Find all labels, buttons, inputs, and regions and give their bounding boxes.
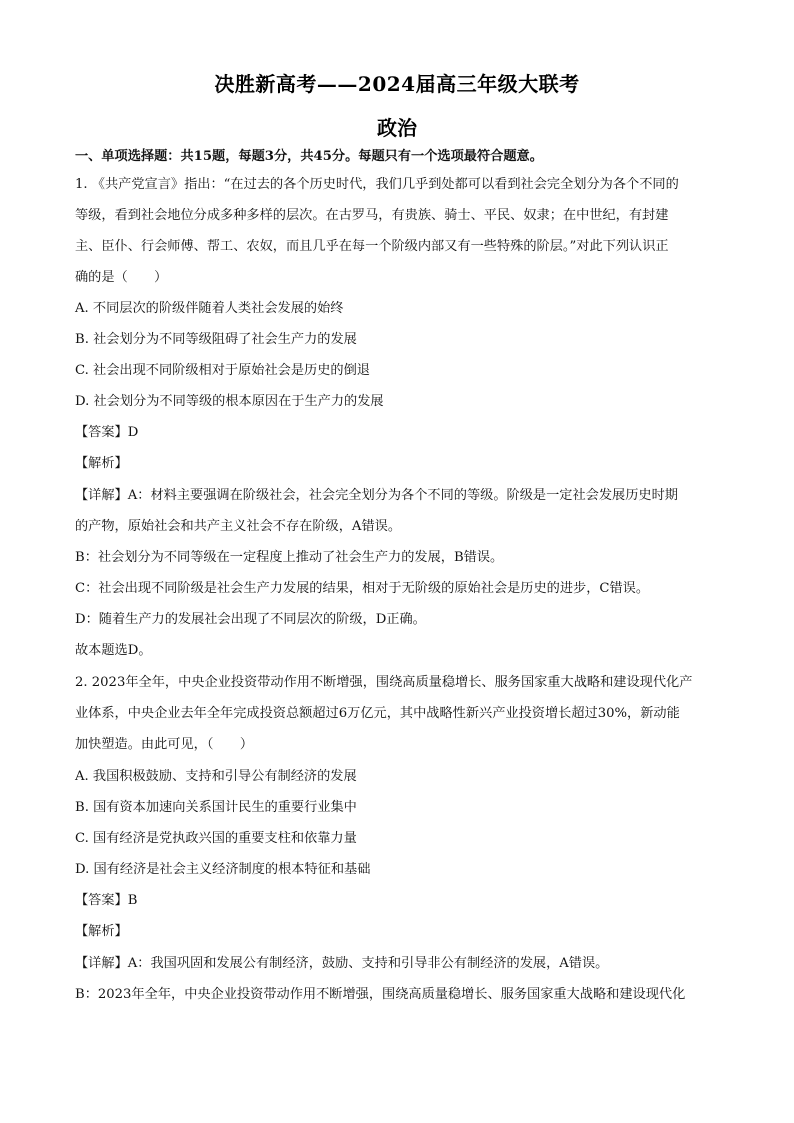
q1-stem-line: 主、臣仆、行会师傅、帮工、农奴，而且几乎在每一个阶级内部又有一些特殊的阶层。”对此下列认识正	[75, 239, 669, 254]
section-heading: 一、单项选择题：共15题，每题3分，共45分。每题只有一个选项最符合题意。	[75, 149, 543, 164]
q2-stem-line: 2. 2023年全年，中央企业投资带动作用不断增强，围绕高质量稳增长、服务国家重大战略和建设现代化产	[75, 675, 693, 690]
q1-detail-line: D：随着生产力的发展社会出现了不同层次的阶级，D正确。	[75, 612, 426, 627]
q2-option-d: D. 国有经济是社会主义经济制度的根本特征和基础	[75, 862, 371, 877]
answer-label: 【答案】	[75, 425, 128, 440]
q1-option-d: D. 社会划分为不同等级的根本原因在于生产力的发展	[75, 394, 384, 409]
q2-detail-line: 【详解】A：我国巩固和发展公有制经济，鼓励、支持和引导非公有制经济的发展，A错误。	[75, 956, 609, 971]
exam-title: 决胜新高考——2024届高三年级大联考	[214, 72, 580, 96]
q1-answer	[75, 423, 725, 443]
q2-option-a: A. 我国积极鼓励、支持和引导公有制经济的发展	[75, 769, 357, 784]
subject-title: 政治	[377, 116, 417, 140]
q2-analysis-label: 【解析】	[75, 924, 128, 939]
q1-detail-line: C：社会出现不同阶级是社会生产力发展的结果，相对于无阶级的原始社会是历史的进步，C错误。	[75, 581, 650, 596]
q1-detail-line: 【详解】A：材料主要强调在阶级社会，社会完全划分为各个不同的等级。阶级是一定社会发展历史时期	[75, 488, 678, 503]
q2-answer	[75, 891, 725, 911]
q2-stem-line: 加快塑造。由此可见，（ ）	[75, 737, 254, 752]
q2-option-b: B. 国有资本加速向关系国计民生的重要行业集中	[75, 800, 357, 815]
q1-stem-line: 1. 《共产党宣言》指出：“在过去的各个历史时代，我们几乎到处都可以看到社会完全划分为各个不同的	[75, 177, 679, 192]
q1-detail-line: 的产物，原始社会和共产主义社会不存在阶级，A错误。	[75, 519, 402, 534]
q1-stem-line: 确的是（ ）	[75, 270, 168, 285]
q1-detail-line: B：社会划分为不同等级在一定程度上推动了社会生产力的发展，B错误。	[75, 550, 504, 565]
q2-stem-line: 业体系，中央企业去年全年完成投资总额超过6万亿元，其中战略性新兴产业投资增长超过30%，新动能	[75, 706, 680, 721]
q1-option-a: A. 不同层次的阶级伴随着人类社会发展的始终	[75, 301, 344, 316]
answer-label: 【答案】	[75, 893, 128, 908]
q1-option-c: C. 社会出现不同阶级相对于原始社会是历史的倒退	[75, 363, 370, 378]
q1-detail-line: 故本题选D。	[75, 643, 152, 658]
q1-analysis-label: 【解析】	[75, 456, 128, 471]
q1-stem-line: 等级，看到社会地位分成多种多样的层次。在古罗马，有贵族、骑士、平民、奴隶；在中世纪，有封建	[75, 208, 669, 223]
q2-detail-line: B：2023年全年，中央企业投资带动作用不断增强，围绕高质量稳增长、服务国家重大战略和建设现代化	[75, 987, 686, 1002]
q2-option-c: C. 国有经济是党执政兴国的重要支柱和依靠力量	[75, 831, 357, 846]
answer-value: B	[127, 893, 138, 908]
answer-value: D	[127, 425, 139, 440]
q1-option-b: B. 社会划分为不同等级阻碍了社会生产力的发展	[75, 332, 357, 347]
